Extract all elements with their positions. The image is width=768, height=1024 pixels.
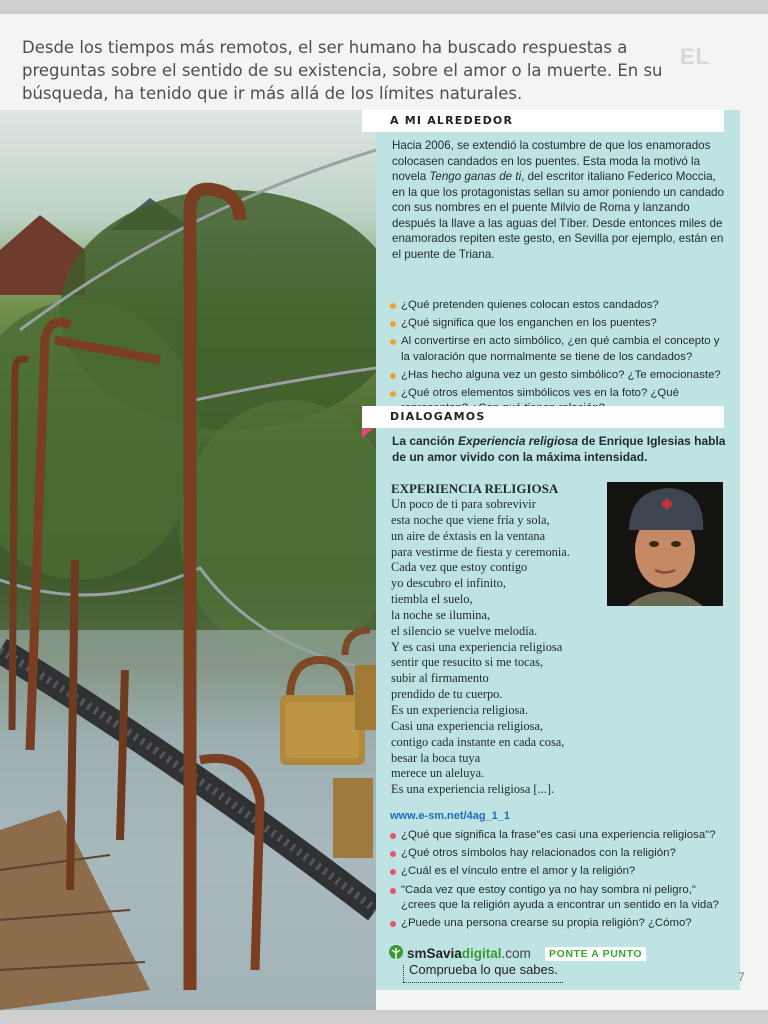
question-text: Al convertirse en acto simbólico, ¿en qué cambia el concepto y la valoración que normalmente se tiene de los candados? [401, 335, 720, 363]
question-text: ¿Puede una persona crearse su propia religión? ¿Cómo? [401, 917, 692, 930]
question-item [390, 883, 728, 913]
question-text: ¿Qué pretenden quienes colocan estos candados? [401, 299, 659, 311]
bullet-icon [390, 303, 396, 309]
para-text: La canción [392, 434, 459, 448]
lyric-line: la noche se ilumina, [391, 607, 491, 622]
bullet-icon [390, 373, 396, 379]
pink-tab-marker [362, 428, 374, 438]
lyric-line: besar la boca tuya [391, 750, 481, 765]
section-heading-label: DIALOGAMOS [390, 410, 486, 423]
eye-shape [671, 541, 681, 547]
section-heading-label: A MI ALREDEDOR [390, 114, 514, 127]
lock-custom-paragraph [392, 138, 726, 262]
question-item [390, 334, 728, 364]
brand-digital: digital [461, 945, 502, 961]
leaf-icon [388, 945, 404, 961]
bullet-icon [390, 851, 396, 857]
bullet-icon [390, 321, 396, 327]
bullet-icon [390, 888, 396, 894]
poem-title: EXPERIENCIA RELIGIOSA [391, 481, 559, 496]
song-title: Experiencia religiosa [458, 434, 579, 448]
bridge-padlocks-photo [0, 110, 376, 1010]
section2-questions [390, 828, 728, 934]
dotted-underline [403, 982, 563, 984]
lyric-line: merece un aleluya. [391, 766, 485, 781]
question-item [390, 316, 728, 331]
brand-savia: Savia [426, 945, 462, 961]
brand-sm: sm [407, 945, 427, 961]
book-page [0, 14, 768, 1010]
ponte-a-punto-badge[interactable]: PONTE A PUNTO [545, 947, 646, 961]
question-text: ¿Cuál es el vínculo entre el amor y la religión? [401, 865, 636, 878]
lyric-line: para vestirme de fiesta y ceremonia. [391, 544, 570, 559]
lyric-line: prendido de tu cuerpo. [391, 687, 503, 702]
intro-text [22, 36, 672, 105]
bullet-icon [390, 391, 396, 397]
lyric-line: Es un experiencia religiosa. [391, 702, 528, 717]
show-through-title: EL [680, 44, 711, 69]
question-text: ¿Qué otros símbolos hay relacionados con la religión? [401, 847, 676, 860]
bullet-icon [390, 339, 396, 345]
eye-shape [649, 541, 659, 547]
lyric-line: Y es casi una experiencia religiosa [391, 639, 563, 654]
section-heading-a-mi-alrededor [362, 110, 724, 132]
song-lyrics [391, 497, 570, 798]
question-text: ¿Qué que significa la frase"es casi una experiencia religiosa"? [401, 829, 716, 841]
tagline: Comprueba lo que sabes. [409, 962, 558, 977]
question-item [390, 828, 728, 843]
question-text: ¿Qué otros elementos simbólicos ves en la foto? ¿Qué [401, 387, 679, 400]
question-item [390, 916, 728, 931]
bullet-icon [390, 921, 396, 927]
padlock-icon [333, 778, 373, 858]
brand-com: .com [501, 945, 531, 961]
lyric-line: Es una experiencia religiosa [...]. [391, 782, 555, 797]
page-number: 7 [738, 970, 745, 984]
web-link[interactable]: www.e-sm.net/4ag_1_1 [390, 810, 511, 822]
lyric-line: tiembla el suelo, [391, 592, 473, 607]
song-intro-paragraph [392, 433, 726, 465]
bullet-icon [390, 869, 396, 875]
singer-portrait [607, 482, 723, 606]
photo-illustration [0, 110, 376, 1010]
intro-line-3: búsqueda, ha tenido que ir más allá de los límites naturales. [22, 84, 523, 103]
lyric-line: contigo cada instante en cada cosa, [391, 734, 565, 749]
lyric-line: Cada vez que estoy contigo [391, 560, 528, 575]
lyric-line: subir al firmamento [391, 671, 489, 686]
para-text: Hacia 2006, se extendió la costumbre de que los enamorados colocasen candados en los puentes. Esta moda la motivó la novela [392, 139, 711, 183]
rusty-post-shape [70, 560, 75, 890]
section-heading-dialogamos [362, 406, 724, 428]
question-text: ¿Qué significa que los enganchen en los puentes? [401, 317, 657, 330]
question-item [390, 368, 728, 383]
lyric-line: el silencio se vuelve melodía. [391, 623, 538, 638]
lyric-line: esta noche que viene fría y sola, [391, 512, 550, 527]
trees-shape [180, 400, 376, 660]
smsavia-logo[interactable] [388, 945, 531, 961]
question-item [390, 864, 728, 879]
lyric-line: yo descubro el infinito, [391, 576, 506, 591]
intro-line-1: Desde los tiempos más remotos, el ser humano ha buscado respuestas a [22, 38, 628, 57]
lyric-line: un aire de éxtasis en la ventana [391, 528, 546, 543]
bullet-icon [390, 833, 396, 839]
lyric-line: Un poco de ti para sobrevivir [391, 497, 536, 511]
book-title: Tengo ganas de ti [429, 170, 522, 183]
portrait-illustration [607, 482, 723, 606]
lyric-line: sentir que resucito si me tocas, [391, 655, 544, 670]
intro-line-2: preguntas sobre el sentido de su existencia, sobre el amor o la muerte. En su [22, 61, 663, 80]
question-item [390, 846, 728, 861]
question-text: "Cada vez que estoy contigo ya no hay sombra ni peligro," ¿crees que la religión ayuda a encontrar un sentido en la vida? [401, 883, 719, 911]
question-item [390, 298, 728, 313]
para-text: , del escritor italiano Federico Moccia, en la que los protagonistas sellan su amor poniendo un candado con sus nombres en el puente Milvio de Roma y lanzando después la llave a las aguas del Tíber. Desde entonces miles de enamorados repiten este gesto, en Sevilla por ejemplo, están en el puente de Triana. [392, 170, 724, 261]
dotted-connector [403, 965, 405, 982]
question-text: ¿Has hecho alguna vez un gesto simbólico? ¿Te emocionaste? [401, 368, 721, 381]
para-text: de Enrique Iglesias habla de un amor vivido con la máxima intensidad. [392, 434, 726, 464]
rusty-post-shape [120, 670, 125, 840]
section1-questions [390, 298, 728, 419]
lyric-line: Casi una experiencia religiosa, [391, 718, 544, 733]
